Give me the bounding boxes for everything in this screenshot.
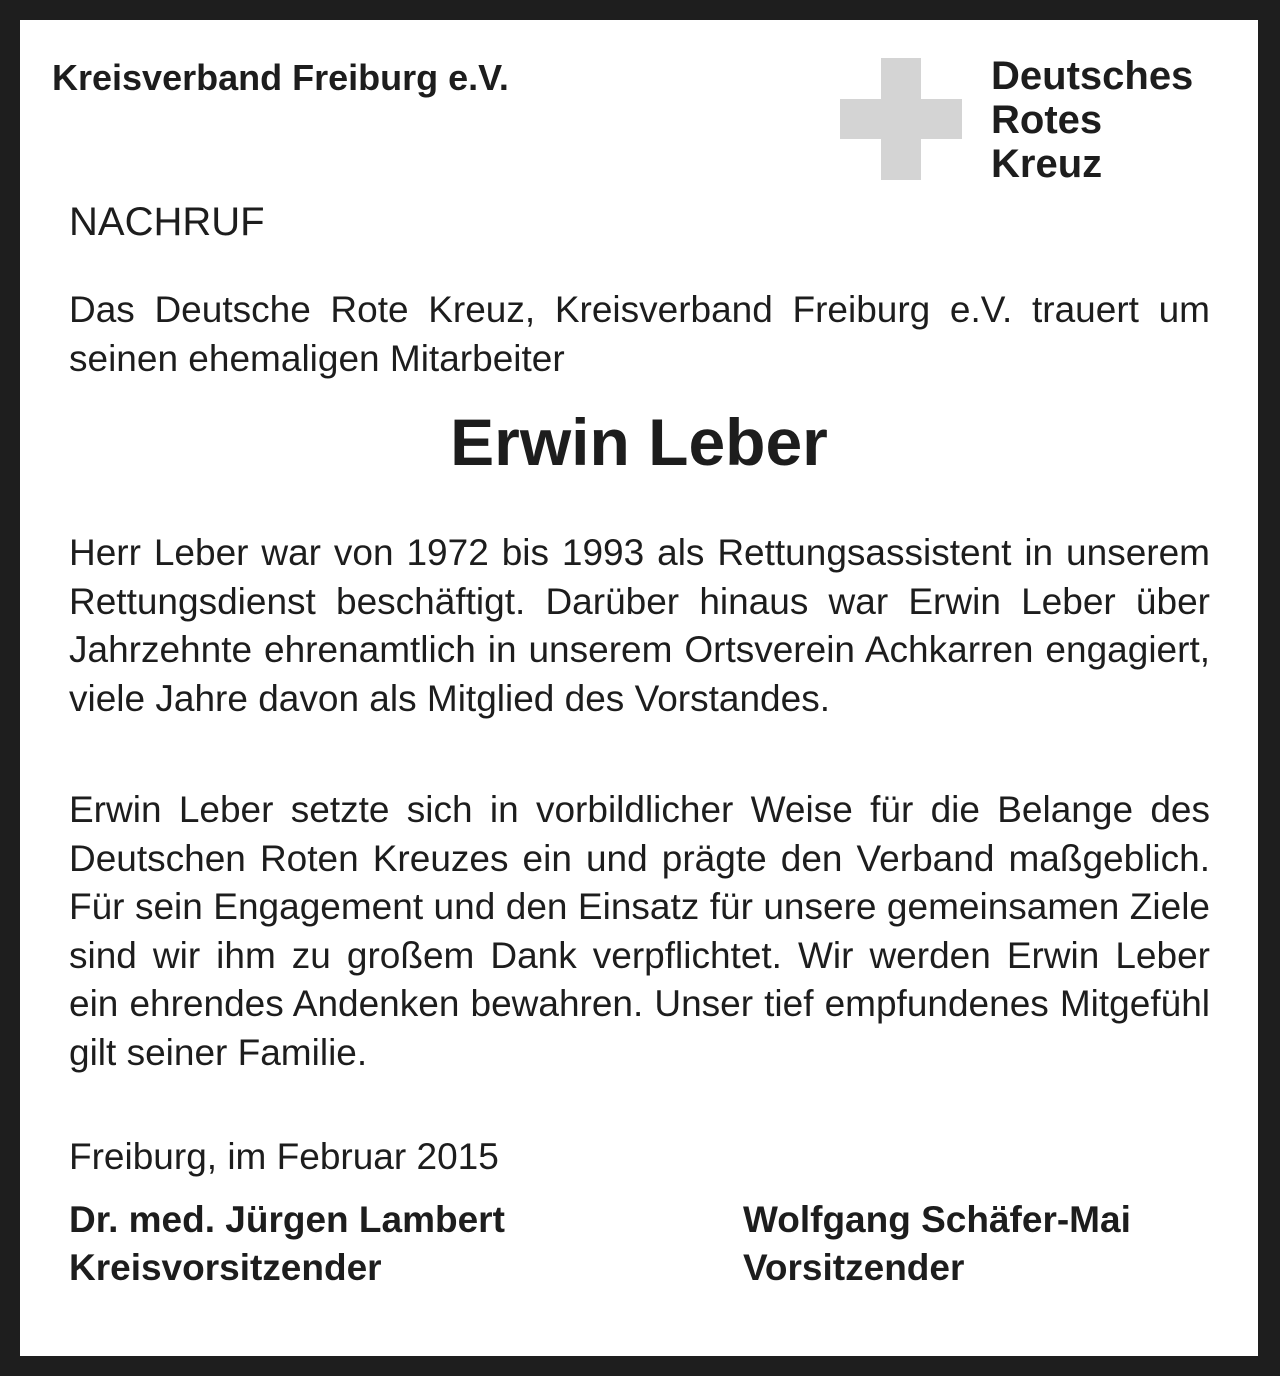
notice-heading: NACHRUF: [69, 200, 265, 244]
paragraph-career: Herr Leber war von 1972 bis 1993 als Rettungsassistent in unserem Rettungsdienst beschäftigt. Darüber hinaus war Erwin Leber über Jahrzehnte ehrenamtlich in unserem Ortsverein Achkarren engagiert, viele Jahre davon als Mitglied des Vorstandes.: [69, 532, 1210, 719]
signatory-name: Wolfgang Schäfer-Mai: [743, 1199, 1131, 1240]
brand-wordmark: [991, 54, 1193, 186]
intro-text: Das Deutsche Rote Kreuz, Kreisverband Freiburg e.V. trauert um seinen ehemaligen Mitarbeiter: [69, 289, 1210, 379]
red-cross-icon: [840, 58, 962, 180]
place-date: Freiburg, im Februar 2015: [69, 1136, 499, 1177]
paragraph-tribute: Erwin Leber setzte sich in vorbildlicher Weise für die Belange des Deutschen Roten Kreuzes ein und prägte den Verband maßgeblich. Für sein Engagement und den Einsatz für unsere gemeinsamen Ziele sind wir ihm zu großem Dank verpflichtet. Wir werden Erwin Leber ein ehrendes Andenken bewahren. Unser tief empfundenes Mitgefühl gilt seiner Familie.: [69, 789, 1210, 1073]
signatory-title: Kreisvorsitzender: [69, 1247, 382, 1288]
brand-line: Deutsches: [991, 54, 1194, 98]
signature-block-left: [69, 1196, 505, 1292]
signature-block-right: [743, 1196, 1131, 1292]
organization-name: Kreisverband Freiburg e.V.: [52, 57, 509, 98]
brand-line: Rotes: [991, 98, 1103, 142]
cross-horizontal-bar: [840, 99, 962, 139]
obituary-notice: [20, 20, 1258, 1356]
deceased-name: Erwin Leber: [450, 405, 828, 479]
signatory-name: Dr. med. Jürgen Lambert: [69, 1199, 505, 1240]
signatory-title: Vorsitzender: [743, 1247, 965, 1288]
brand-line: Kreuz: [991, 142, 1103, 186]
